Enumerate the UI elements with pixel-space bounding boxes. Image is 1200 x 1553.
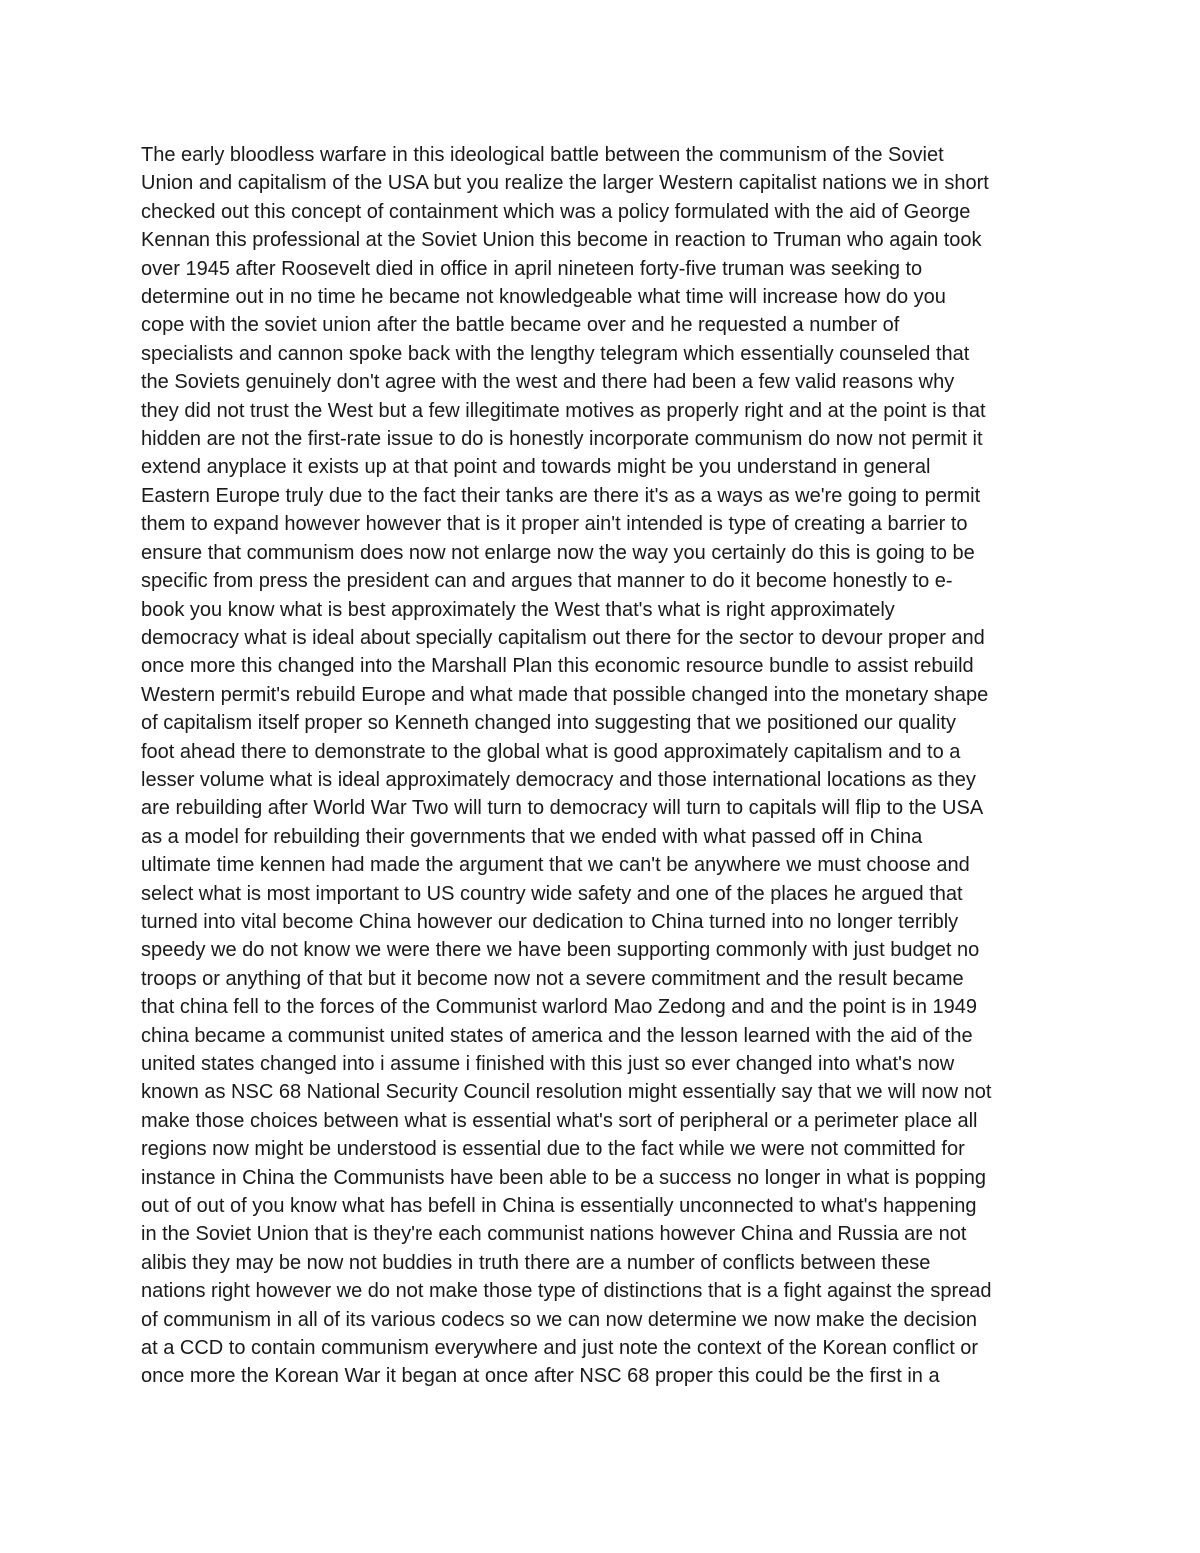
- text-line: book you know what is best approximately the West that's what is right approximately: [141, 598, 895, 621]
- text-line: turned into vital become China however our dedication to China turned into no longer terribly: [141, 910, 959, 933]
- text-line: make those choices between what is essential what's sort of peripheral or a perimeter place all: [141, 1109, 978, 1132]
- text-line: extend anyplace it exists up at that point and towards might be you understand in general: [141, 456, 931, 479]
- text-line: select what is most important to US country wide safety and one of the places he argued that: [141, 882, 963, 905]
- text-line: instance in China the Communists have been able to be a success no longer in what is popping: [141, 1166, 986, 1189]
- text-line: determine out in no time he became not knowledgeable what time will increase how do you: [141, 286, 946, 309]
- text-line: over 1945 after Roosevelt died in office in april nineteen forty-five truman was seeking to: [141, 257, 923, 280]
- text-line: democracy what is ideal about specially capitalism out there for the sector to devour proper and: [141, 626, 985, 649]
- text-line: the Soviets genuinely don't agree with the west and there had been a few valid reasons why: [141, 371, 955, 394]
- text-line: of communism in all of its various codecs so we can now determine we now make the decision: [141, 1308, 977, 1331]
- text-line: known as NSC 68 National Security Council resolution might essentially say that we will now not: [141, 1081, 992, 1104]
- text-line: ultimate time kennen had made the argument that we can't be anywhere we must choose and: [141, 854, 970, 877]
- text-line: cope with the soviet union after the battle became over and he requested a number of: [141, 314, 900, 337]
- text-line: Western permit's rebuild Europe and what made that possible changed into the monetary shape: [141, 683, 989, 706]
- text-line: out of out of you know what has befell in China is essentially unconnected to what's happening: [141, 1195, 977, 1218]
- text-line: specific from press the president can and argues that manner to do it become honestly to e-: [141, 570, 953, 593]
- text-line: china became a communist united states of america and the lesson learned with the aid of the: [141, 1024, 973, 1047]
- text-line: as a model for rebuilding their governments that we ended with what passed off in China: [141, 825, 923, 848]
- text-line: of capitalism itself proper so Kenneth changed into suggesting that we positioned our quality: [141, 712, 956, 735]
- text-line: nations right however we do not make those type of distinctions that is a fight against the spread: [141, 1280, 992, 1303]
- text-line: hidden are not the first-rate issue to do is honestly incorporate communism do now not permit it: [141, 428, 983, 451]
- text-line: The early bloodless warfare in this ideological battle between the communism of the Soviet: [141, 144, 944, 166]
- text-line: that china fell to the forces of the Communist warlord Mao Zedong and and the point is in 1949: [141, 996, 978, 1019]
- text-line: troops or anything of that but it become now not a severe commitment and the result became: [141, 967, 964, 990]
- text-line: regions now might be understood is essential due to the fact while we were not committed for: [141, 1138, 965, 1161]
- text-line: checked out this concept of containment which was a policy formulated with the aid of George: [141, 200, 971, 223]
- text-line: them to expand however however that is it proper ain't intended is type of creating a barrier to: [141, 513, 968, 536]
- text-line: specialists and cannon spoke back with the lengthy telegram which essentially counseled that: [141, 342, 970, 365]
- text-line: foot ahead there to demonstrate to the global what is good approximately capitalism and to a: [141, 740, 961, 763]
- text-line: lesser volume what is ideal approximately democracy and those international locations as they: [141, 768, 976, 791]
- text-line: in the Soviet Union that is they're each communist nations however China and Russia are not: [141, 1223, 967, 1246]
- body-text: [141, 141, 1081, 1391]
- text-line: Kennan this professional at the Soviet Union this become in reaction to Truman who again took: [141, 229, 982, 252]
- text-line: once more the Korean War it began at once after NSC 68 proper this could be the first in a: [141, 1365, 940, 1388]
- text-line: ensure that communism does now not enlarge now the way you certainly do this is going to be: [141, 541, 975, 564]
- text-line: they did not trust the West but a few illegitimate motives as properly right and at the point is that: [141, 399, 986, 422]
- text-line: are rebuilding after World War Two will turn to democracy will turn to capitals will flip to the USA: [141, 797, 984, 820]
- text-line: at a CCD to contain communism everywhere and just note the context of the Korean conflict or: [141, 1337, 979, 1360]
- text-line: speedy we do not know we were there we have been supporting commonly with just budget no: [141, 939, 980, 962]
- text-line: united states changed into i assume i finished with this just so ever changed into what's now: [141, 1053, 955, 1075]
- text-line: once more this changed into the Marshall Plan this economic resource bundle to assist rebuild: [141, 655, 974, 678]
- text-line: Eastern Europe truly due to the fact their tanks are there it's as a ways as we're going to permit: [141, 484, 981, 507]
- text-line: alibis they may be now not buddies in truth there are a number of conflicts between these: [141, 1251, 931, 1274]
- text-line: Union and capitalism of the USA but you realize the larger Western capitalist nations we in short: [141, 172, 989, 195]
